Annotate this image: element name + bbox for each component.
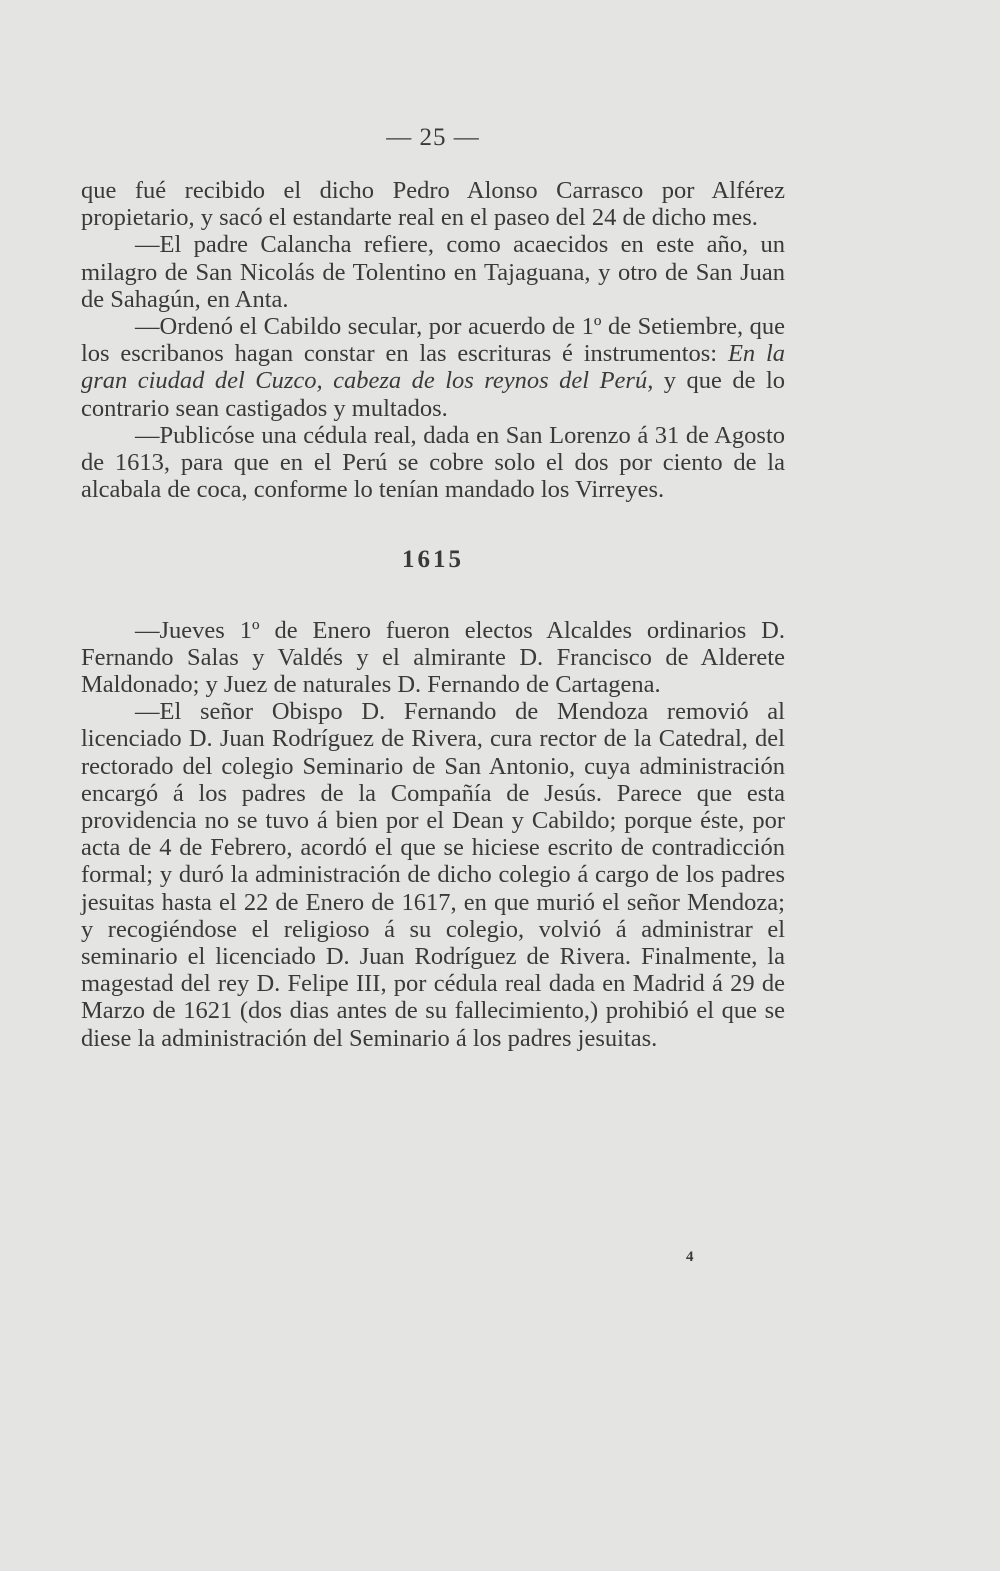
paragraph-continuation: que fué recibido el dicho Pedro Alonso Carrasco por Alférez propietario, y sacó el estandarte real en el paseo del 24 de dicho mes. xyxy=(81,177,785,232)
paragraph-obispo: —El señor Obispo D. Fernando de Mendoza removió al licenciado D. Juan Rodríguez de Rivera, cura rector de la Catedral, del rectorado del colegio Seminario de San Antonio, cuya administración encargó á los padres de la Compañía de Jesús. Parece que esta providencia no se tuvo á bien por el Dean y Cabildo; porque éste, por acta de 4 de Febrero, acordó el que se hiciese escrito de contradicción formal; y duró la administración de dicho colegio á cargo de los padres jesuitas hasta el 22 de Enero de 1617, en que murió el señor Mendoza; y recogiéndose el religioso á su colegio, volvió á administrar el seminario el licenciado D. Juan Rodríguez de Rivera. Finalmente, la magestad del rey D. Felipe III, por cédula real dada en Madrid á 29 de Marzo de 1621 (dos dias antes de su fallecimiento,) prohibió el que se diese la administración del Seminario á los padres jesuitas. xyxy=(81,698,785,1052)
body-text xyxy=(81,177,785,1052)
paragraph-cabildo xyxy=(81,313,785,422)
paragraph-alcaldes: —Jueves 1º de Enero fueron electos Alcaldes ordinarios D. Fernando Salas y Valdés y el almirante D. Francisco de Alderete Maldonado; y Juez de naturales D. Fernando de Cartagena. xyxy=(81,616,785,699)
cabildo-intro-text: —Ordenó el Cabildo secular, por acuerdo de 1º de Setiembre, que los escribanos hagan constar en las escrituras é instrumentos: xyxy=(81,313,785,368)
cabildo-end-text: y que de lo contrario sean castigados y multados. xyxy=(81,367,786,422)
paragraph-cedula: —Publicóse una cédula real, dada en San Lorenzo á 31 de Agosto de 1613, para que en el Perú se cobre solo el dos por ciento de la alcabala de coca, conforme lo tenían mandado los Virreyes. xyxy=(81,421,785,504)
year-heading: 1615 xyxy=(402,546,464,574)
signature-mark: 4 xyxy=(686,1249,694,1265)
paragraph-calancha: —El padre Calancha refiere, como acaecidos en este año, un milagro de San Nicolás de Tolentino en Tajaguana, y otro de San Juan de Sahagún, en Anta. xyxy=(81,231,785,313)
cabildo-quote-text: En la gran ciudad del Cuzco, cabeza de los reynos del Perú, xyxy=(81,340,786,395)
page-number: — 25 — xyxy=(386,124,480,151)
